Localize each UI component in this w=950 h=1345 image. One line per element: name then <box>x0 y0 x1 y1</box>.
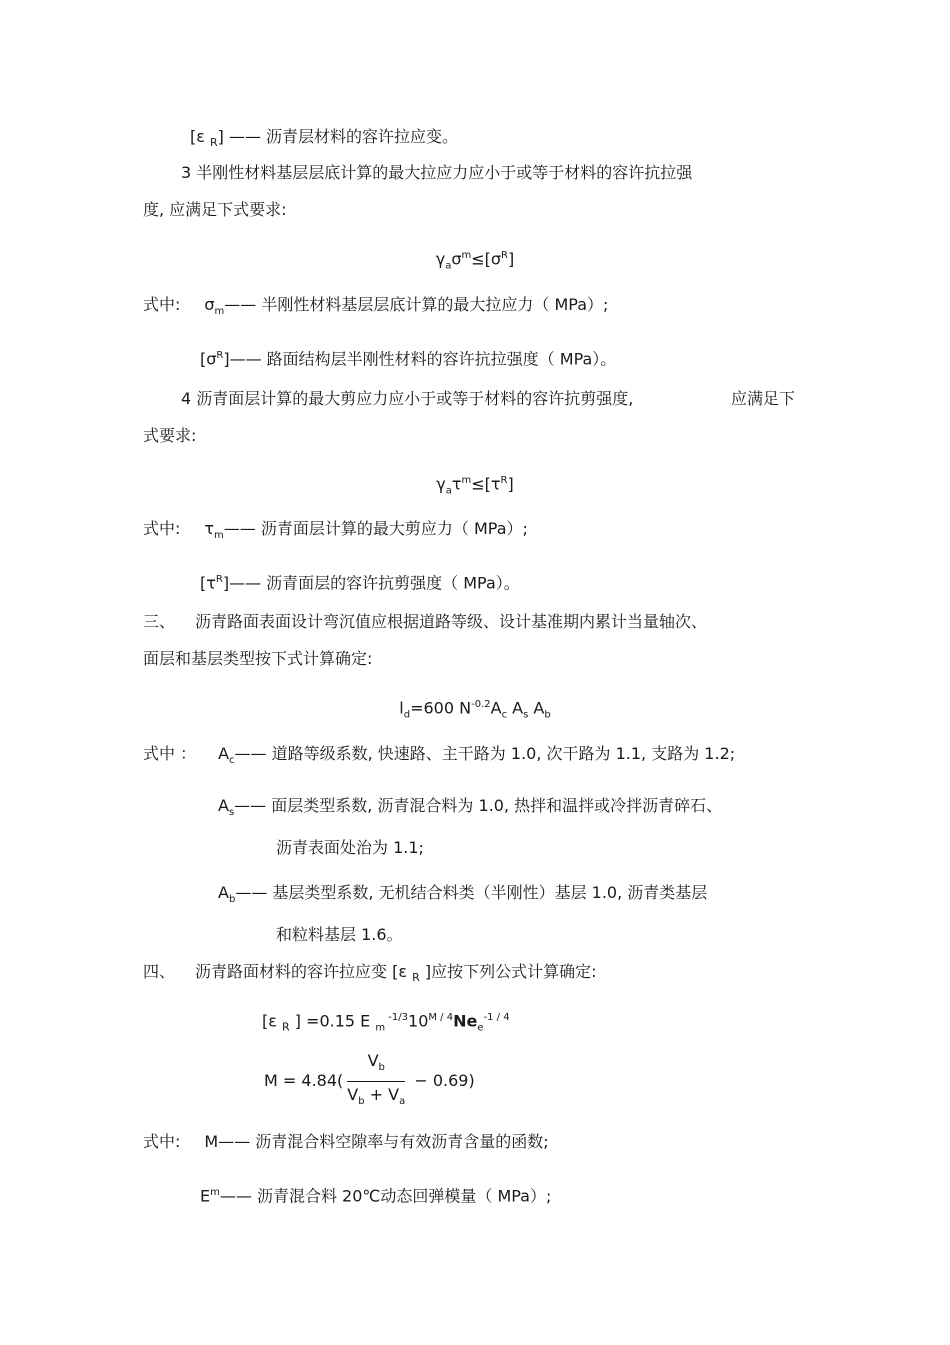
line-epsilon-r-def: [ε $_R$] —— 沥青层材料的容许拉应变。 <box>190 127 459 150</box>
line-m-def: 式中: M—— 沥青混合料空隙率与有效沥青含量的函数; <box>143 1132 549 1151</box>
line-item-4-cont: 式要求: <box>143 426 197 445</box>
formula-sigma: $\gamma_a\sigma^m\le[\sigma^R]$ <box>435 249 515 272</box>
formula-deflection: $l_d=600$ $N^{-0.2}A_c$ $A_s$ $A_b$ <box>399 698 551 721</box>
line-tau-r-def: $[\tau^R]——$ 沥青面层的容许抗剪强度（ MPa）。 <box>200 573 520 593</box>
formula-m: M = 4.84( $\frac{V_b}{V_b + V_a}$ − 0.69) <box>264 1050 475 1113</box>
line-sigma-r-def: $[\sigma^R]——$ 路面结构层半刚性材料的容许抗拉强度（ MPa）。 <box>200 349 617 369</box>
line-section-3-cont: 面层和基层类型按下式计算确定: <box>143 649 373 668</box>
line-item-4: 4 沥青面层计算的最大剪应力应小于或等于材料的容许抗剪强度, <box>181 389 634 408</box>
line-section-4: 四、 沥青路面材料的容许拉应变 [ε $_R$ ]应按下列公式计算确定: <box>143 962 597 985</box>
line-as-def: $A_s——$ 面层类型系数, 沥青混合料为 1.0, 热拌和温拌或冷拌沥青碎石、 <box>218 796 723 819</box>
line-item-4-tail: 应满足下 <box>731 389 796 408</box>
line-ab-def: $A_b——$ 基层类型系数, 无机结合料类（半刚性）基层 1.0, 沥青类基层 <box>218 883 708 906</box>
line-ac-def: 式中 ： $A_c——$ 道路等级系数, 快速路、主干路为 1.0, 次干路为 1.1, 支路为 1.2; <box>143 744 736 767</box>
line-tau-m-def: 式中: $\tau_m——$ 沥青面层计算的最大剪应力（ MPa）; <box>143 519 528 542</box>
line-section-3: 三、 沥青路面表面设计弯沉值应根据道路等级、设计基准期内累计当量轴次、 <box>143 612 708 631</box>
line-item-3-cont: 度, 应满足下式要求: <box>143 200 287 219</box>
formula-epsilon-r: [ε $_R$ ] =0.15 E $_m$ $^{-1/3}10^{M / 4}Ne_e^{-1 / 4}$ <box>262 1011 510 1034</box>
fraction: $\frac{V_b}{V_b + V_a}$ <box>347 1051 406 1108</box>
formula-tau: $\gamma_a\tau^m\le[\tau^R]$ <box>436 474 514 497</box>
line-em-def: $E^m——$ 沥青混合料 20℃动态回弹模量（ MPa）; <box>200 1186 552 1206</box>
line-item-3: 3 半刚性材料基层层底计算的最大拉应力应小于或等于材料的容许抗拉强 <box>181 163 693 182</box>
line-ab-def-cont: 和粒料基层 1.6。 <box>276 925 403 944</box>
line-sigma-m-def: 式中: $\sigma_m——$ 半刚性材料基层层底计算的最大拉应力（ MPa）; <box>143 295 609 318</box>
line-as-def-cont: 沥青表面处治为 1.1; <box>276 838 424 857</box>
